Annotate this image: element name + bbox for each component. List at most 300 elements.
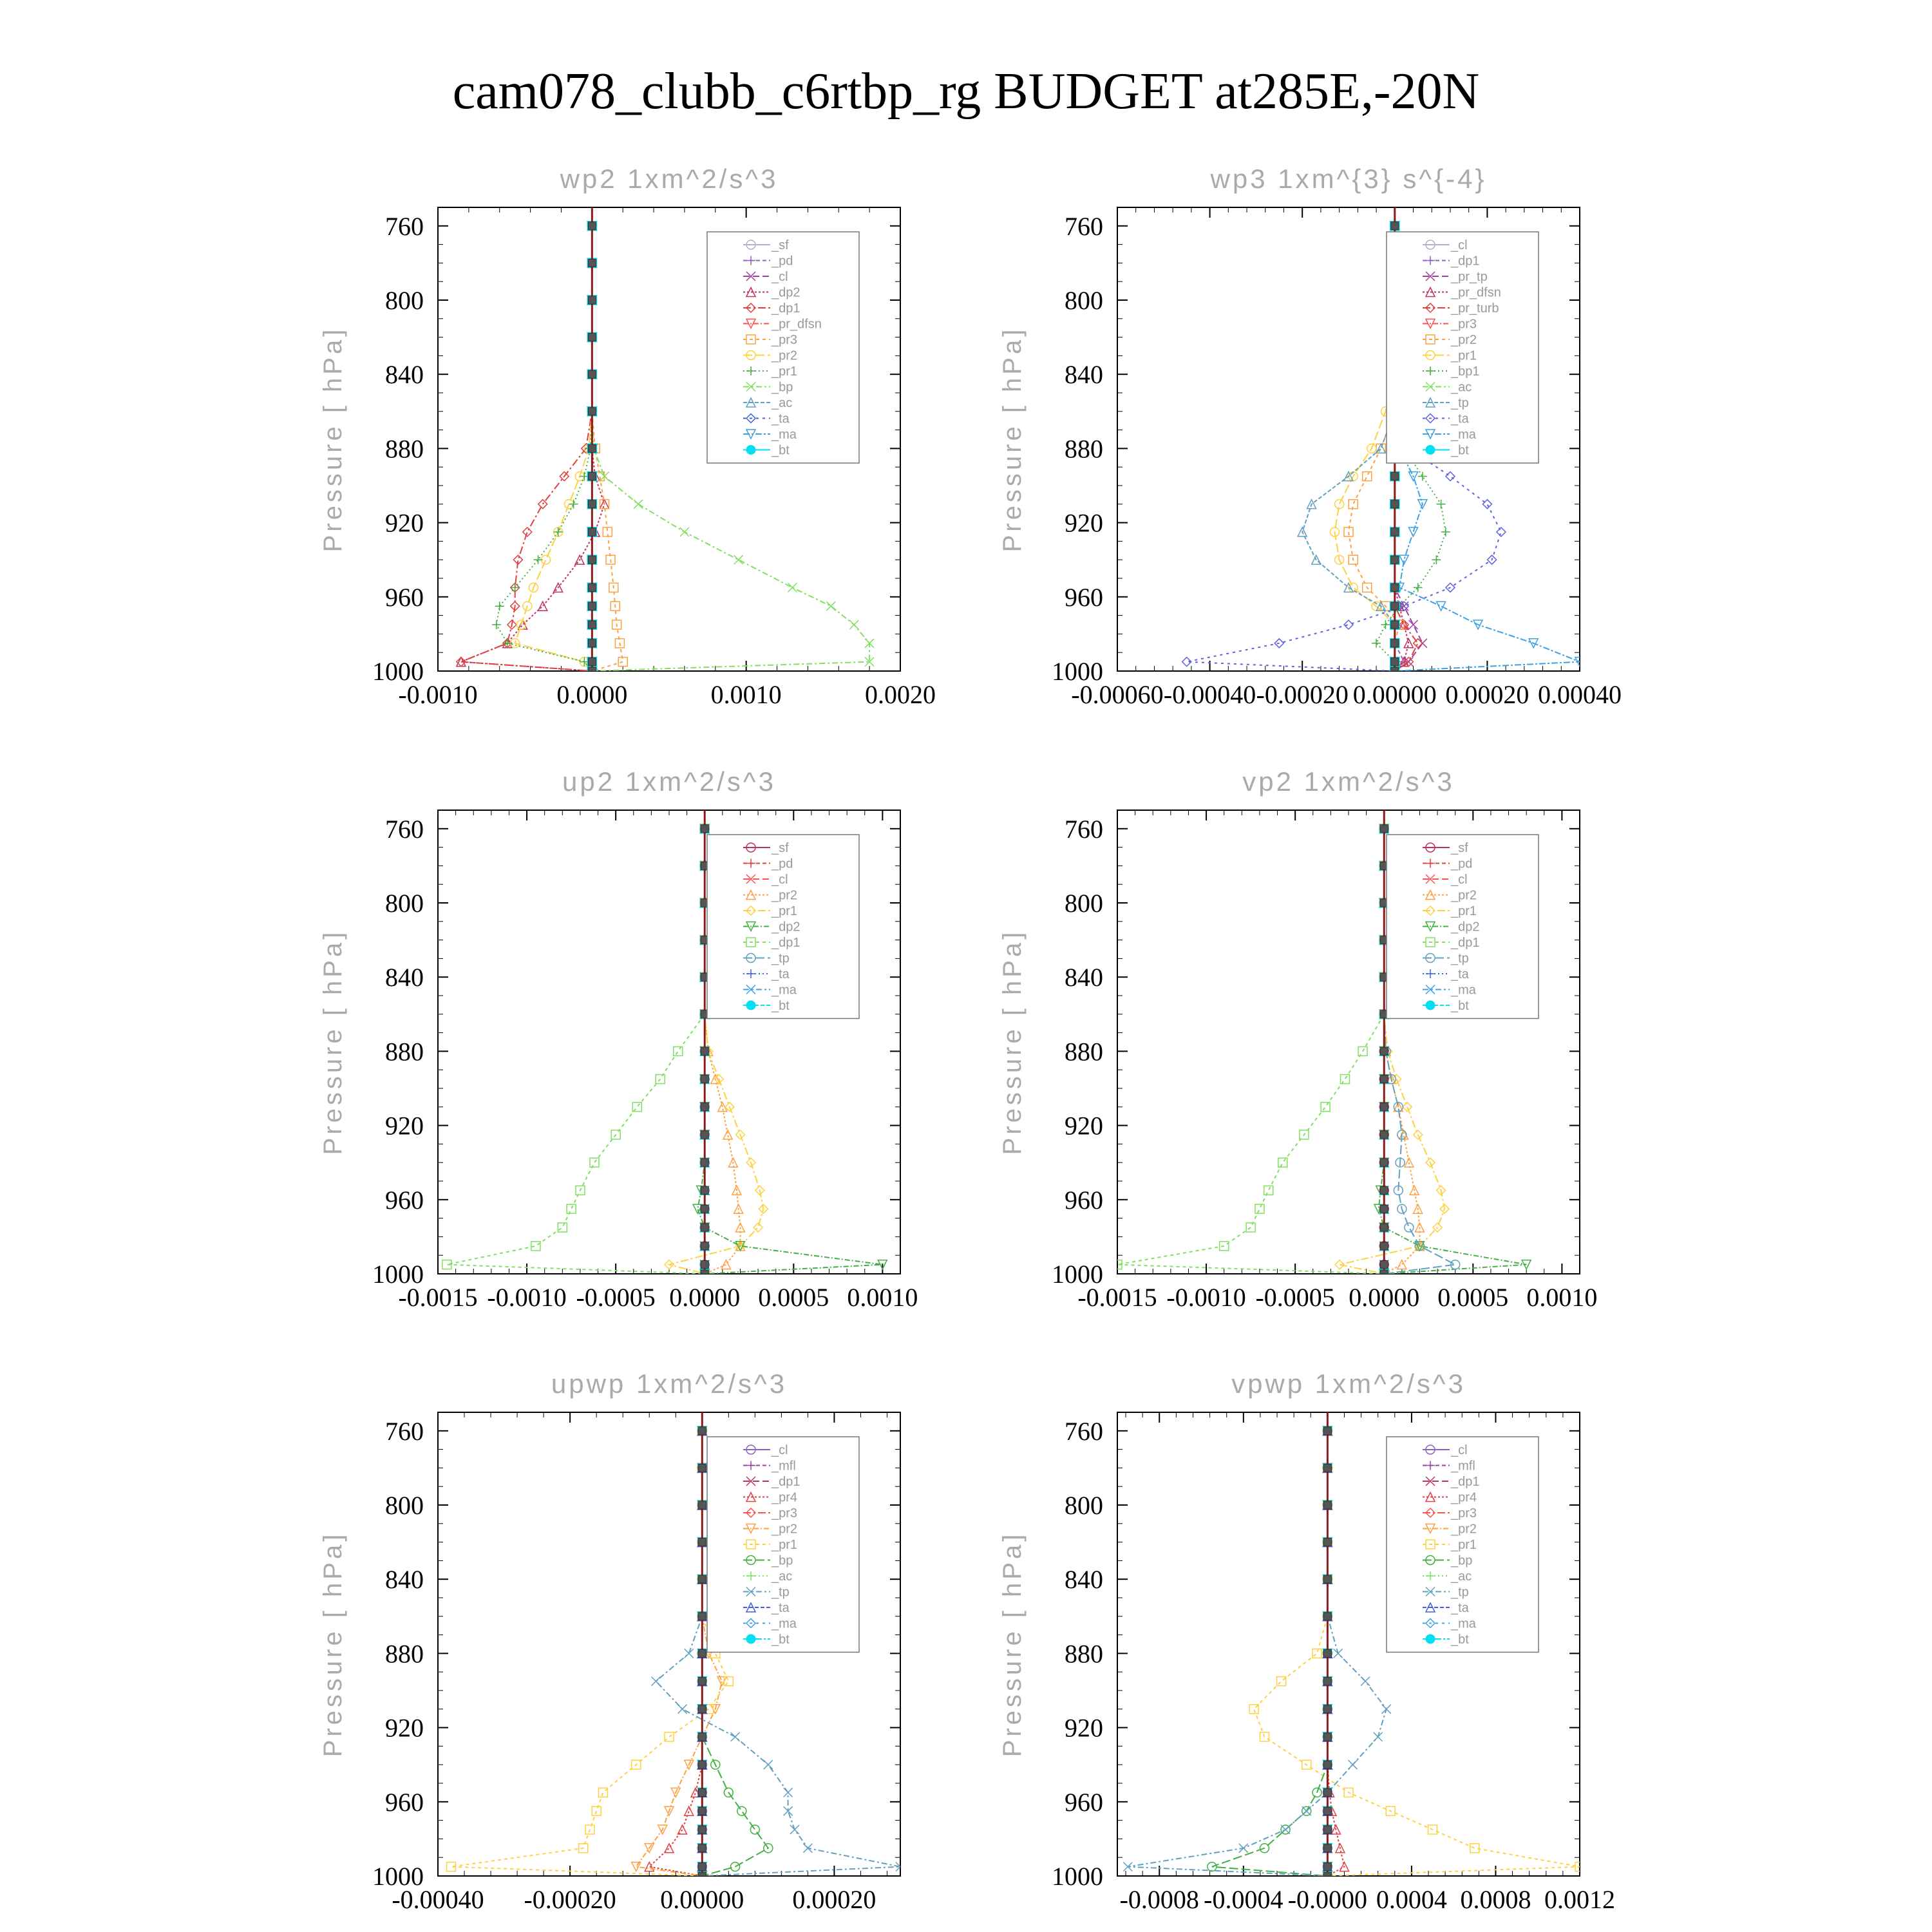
panel-title: wp2 1xm^2/s^3 <box>560 164 779 194</box>
legend-entry: _pr_dfsn <box>772 317 822 332</box>
series-marker-bp <box>737 1806 746 1815</box>
chart-panel-4 <box>998 766 1597 1312</box>
x-tick-label: -0.0010 <box>487 1283 567 1312</box>
zero-marker <box>1391 500 1399 508</box>
legend-entry: _dp1 <box>1451 936 1480 950</box>
zero-marker <box>698 1613 706 1620</box>
zero-marker <box>1323 1575 1331 1583</box>
legend-entry: _dp2 <box>772 285 800 300</box>
zero-marker <box>1323 1501 1331 1509</box>
legend-entry: _tp <box>772 1585 790 1600</box>
zero-marker <box>1323 1678 1331 1685</box>
series-marker-pr2 <box>717 1677 726 1686</box>
panels <box>319 164 1622 1914</box>
legend-entry: _pr2 <box>1451 333 1477 347</box>
legend-entry: _pr2 <box>772 888 798 903</box>
legend <box>1387 232 1539 463</box>
series-marker-bp <box>680 527 689 536</box>
zero-marker <box>1391 473 1399 480</box>
zero-marker <box>1323 1788 1331 1796</box>
zero-marker <box>1323 1826 1331 1833</box>
series-marker-tp <box>1382 1705 1391 1714</box>
zero-marker <box>698 1826 706 1833</box>
zero-marker <box>698 1464 706 1472</box>
series-marker-pr4 <box>678 1825 687 1834</box>
zero-marker <box>1380 1103 1388 1111</box>
y-tick-label: 840 <box>1065 963 1103 992</box>
zero-marker <box>1323 1863 1331 1871</box>
x-tick-label: -0.00020 <box>1256 680 1349 709</box>
legend-entry: _bp <box>772 380 793 395</box>
figure-title: cam078_clubb_c6rtbp_rg BUDGET at285E,-20N <box>452 63 1480 120</box>
series-marker-pr1 <box>534 555 543 564</box>
y-axis-label: Pressure [ hPa] <box>998 1531 1027 1757</box>
series-marker-dp1 <box>567 1204 576 1213</box>
legend-entry: _pr1 <box>772 904 798 918</box>
y-tick-label: 1000 <box>372 1260 424 1289</box>
zero-marker <box>588 639 596 647</box>
series-line-tp <box>1128 1431 1386 1876</box>
zero-marker <box>698 1705 706 1713</box>
series-marker-bp <box>750 1825 759 1834</box>
legend-entry: _dp2 <box>772 920 800 934</box>
zero-marker <box>588 621 596 629</box>
x-tick-label: 0.0000 <box>556 680 628 709</box>
x-tick-label: 0.00000 <box>660 1885 744 1914</box>
zero-marker <box>1380 1047 1388 1055</box>
y-tick-label: 960 <box>385 1787 424 1817</box>
series-line-pr1 <box>451 1431 729 1876</box>
zero-marker <box>588 473 596 480</box>
zero-marker <box>1391 528 1399 536</box>
y-tick-label: 1000 <box>372 657 424 686</box>
legend-entry: _ta <box>1451 412 1469 426</box>
x-tick-label: 0.0010 <box>1526 1283 1598 1312</box>
legend-entry: _cl <box>772 270 788 284</box>
zero-marker <box>1391 639 1399 647</box>
legend-marker <box>746 446 755 455</box>
series-marker-dp1 <box>674 1046 683 1056</box>
zero-marker <box>698 1788 706 1796</box>
series-marker-ma <box>1437 601 1446 611</box>
series-marker-pr1 <box>503 639 512 648</box>
y-tick-label: 880 <box>385 1037 424 1066</box>
zero-marker <box>701 1224 708 1231</box>
y-tick-label: 760 <box>1065 814 1103 844</box>
legend-entry: _bp1 <box>1451 365 1480 379</box>
zero-marker <box>1380 1186 1388 1194</box>
legend-entry: _dp1 <box>772 1475 800 1489</box>
zero-marker <box>701 1131 708 1139</box>
zero-marker <box>701 1075 708 1083</box>
x-tick-label: 0.0008 <box>1460 1885 1531 1914</box>
legend-entry: _ta <box>1451 967 1469 981</box>
zero-marker <box>701 825 708 833</box>
series-marker-pr1 <box>753 1223 762 1232</box>
zero-marker <box>1323 1733 1331 1741</box>
x-tick-label: -0.0008 <box>1119 1885 1199 1914</box>
series-marker-bp <box>634 500 643 509</box>
y-tick-label: 800 <box>1065 889 1103 918</box>
y-tick-label: 800 <box>1065 1491 1103 1520</box>
zero-marker <box>1323 1807 1331 1815</box>
zero-marker <box>701 1103 708 1111</box>
x-tick-label: -0.00060 <box>1071 680 1164 709</box>
series-marker-tp <box>685 1649 694 1658</box>
zero-marker <box>1323 1705 1331 1713</box>
x-tick-label: -0.0015 <box>1077 1283 1157 1312</box>
series-marker-dp1 <box>590 1158 599 1167</box>
legend-entry: _dp1 <box>1451 1475 1480 1489</box>
legend-entry: _pd <box>772 254 793 269</box>
zero-marker <box>1380 1261 1388 1269</box>
series-marker-pr1 <box>569 500 578 509</box>
series-marker-bp <box>788 583 797 592</box>
legend-entry: _dp1 <box>772 936 800 950</box>
x-tick-label: -0.0004 <box>1204 1885 1283 1914</box>
series-marker-bp1 <box>1414 583 1423 592</box>
y-tick-label: 760 <box>385 814 424 844</box>
y-tick-label: 760 <box>1065 211 1103 241</box>
series-marker-tp <box>678 1705 687 1714</box>
series-marker-pr2 <box>542 555 551 564</box>
series-marker-dp1 <box>523 527 532 536</box>
legend-entry: _pr2 <box>772 348 798 363</box>
legend-entry: _ma <box>772 428 797 442</box>
legend-entry: _cl <box>772 873 788 887</box>
y-tick-label: 880 <box>1065 1037 1103 1066</box>
series-marker-tp <box>790 1825 799 1834</box>
zero-marker <box>1380 1131 1388 1139</box>
legend-entry: _bt <box>1451 999 1469 1013</box>
legend-entry: _sf <box>772 238 789 252</box>
legend-entry: _pr3 <box>1451 317 1477 332</box>
zero-marker <box>1380 1270 1388 1278</box>
panel-title: vp2 1xm^2/s^3 <box>1242 766 1455 797</box>
series-marker-dp1 <box>1246 1223 1255 1232</box>
zero-marker <box>1391 667 1399 675</box>
y-tick-label: 880 <box>385 1639 424 1669</box>
series-marker-tp <box>764 1760 773 1769</box>
series-marker-dp1 <box>531 1242 540 1251</box>
legend-entry: _dp1 <box>1451 254 1480 269</box>
legend-marker <box>1426 1001 1435 1010</box>
zero-marker <box>701 1159 708 1166</box>
zero-marker <box>1323 1539 1331 1546</box>
y-tick-label: 800 <box>385 1491 424 1520</box>
zero-marker <box>588 528 596 536</box>
series-marker-tp <box>1334 1649 1343 1658</box>
zero-marker <box>698 1872 706 1880</box>
series-marker-bp1 <box>1437 500 1446 509</box>
legend-entry: _mfl <box>772 1459 796 1473</box>
zero-marker <box>701 1270 708 1278</box>
y-tick-label: 920 <box>1065 508 1103 538</box>
y-tick-label: 920 <box>385 1111 424 1141</box>
y-tick-label: 880 <box>1065 434 1103 464</box>
legend <box>707 1437 859 1653</box>
chart-panel-6 <box>998 1368 1615 1914</box>
y-tick-label: 760 <box>385 211 424 241</box>
zero-marker <box>698 1733 706 1741</box>
series-marker-dp1 <box>1255 1204 1264 1213</box>
x-tick-label: -0.0010 <box>1166 1283 1246 1312</box>
legend-entry: _ac <box>772 396 793 410</box>
legend-entry: _dp2 <box>1451 920 1480 934</box>
legend <box>1387 835 1539 1019</box>
y-tick-label: 960 <box>385 582 424 612</box>
x-tick-label: -0.0010 <box>398 680 478 709</box>
y-tick-label: 1000 <box>1052 1862 1103 1891</box>
legend-entry: _ma <box>772 983 797 998</box>
legend-entry: _cl <box>1451 1443 1468 1457</box>
zero-marker <box>588 296 596 304</box>
legend-entry: _ac <box>772 1569 793 1584</box>
zero-marker <box>588 602 596 610</box>
legend-entry: _pr3 <box>1451 1506 1477 1520</box>
y-tick-label: 920 <box>1065 1111 1103 1141</box>
series-marker-pr1 <box>492 620 501 629</box>
chart-panel-1 <box>319 164 936 709</box>
legend-entry: _pr4 <box>772 1490 798 1505</box>
chart-panel-5 <box>319 1368 905 1914</box>
series-marker-tp <box>784 1806 793 1815</box>
x-tick-label: -0.0005 <box>576 1283 656 1312</box>
series-marker-dp1 <box>1340 1075 1349 1084</box>
y-tick-label: 880 <box>1065 1639 1103 1669</box>
series-marker-dp1 <box>1321 1103 1330 1112</box>
legend-entry: _bt <box>772 999 790 1013</box>
legend-entry: _pd <box>772 857 793 871</box>
zero-marker <box>588 370 596 378</box>
zero-marker <box>588 658 596 666</box>
zero-marker <box>1380 1224 1388 1231</box>
zero-marker <box>701 1205 708 1213</box>
x-tick-label: 0.0000 <box>1349 1283 1420 1312</box>
series-marker-bp1 <box>1441 527 1450 536</box>
y-tick-label: 960 <box>385 1185 424 1215</box>
x-tick-label: 0.0000 <box>669 1283 741 1312</box>
zero-marker <box>1323 1613 1331 1620</box>
series-marker-tp <box>1374 1732 1383 1741</box>
panel-title: vpwp 1xm^2/s^3 <box>1231 1368 1466 1399</box>
series-line-dp1 <box>1117 829 1384 1274</box>
legend-entry: _pr2 <box>1451 888 1477 903</box>
legend-entry: _bp <box>772 1553 793 1568</box>
legend-marker <box>1426 1634 1435 1643</box>
legend-entry: _bt <box>1451 443 1469 458</box>
series-marker-ma <box>1409 527 1418 536</box>
legend-entry: _tp <box>1451 951 1469 966</box>
x-tick-label: 0.0020 <box>865 680 936 709</box>
legend-entry: _pr2 <box>1451 1522 1477 1537</box>
series-marker-bp <box>734 555 743 564</box>
series-marker-tp <box>1405 1223 1414 1232</box>
series-marker-bp <box>849 620 858 629</box>
y-tick-label: 920 <box>1065 1713 1103 1743</box>
y-tick-label: 920 <box>385 508 424 538</box>
zero-marker <box>588 583 596 591</box>
series-marker-ta <box>1497 527 1506 536</box>
zero-marker <box>1323 1464 1331 1472</box>
zero-marker <box>701 1047 708 1055</box>
y-tick-label: 840 <box>385 963 424 992</box>
legend <box>1387 1437 1539 1653</box>
series-marker-tp <box>1349 1760 1358 1769</box>
legend-entry: _ma <box>1451 428 1476 442</box>
zero-marker <box>1391 658 1399 666</box>
legend-entry: _cl <box>772 1443 788 1457</box>
legend-entry: _bt <box>1451 1633 1469 1647</box>
zero-marker <box>1380 1159 1388 1166</box>
legend-entry: _pr_tp <box>1451 270 1488 284</box>
y-axis-label: Pressure [ hPa] <box>319 1531 347 1757</box>
zero-marker <box>1380 1242 1388 1250</box>
series-marker-ta <box>1446 472 1455 481</box>
legend-entry: _pr3 <box>772 1506 798 1520</box>
chart-panel-2 <box>998 164 1622 709</box>
legend-entry: _tp <box>772 951 790 966</box>
legend-entry: _pr1 <box>772 1538 798 1552</box>
legend-entry: _mfl <box>1451 1459 1475 1473</box>
y-tick-label: 960 <box>1065 582 1103 612</box>
legend-entry: _ac <box>1451 380 1472 395</box>
y-tick-label: 960 <box>1065 1787 1103 1817</box>
y-tick-label: 880 <box>385 434 424 464</box>
legend-marker <box>1426 446 1435 455</box>
legend-entry: _tp <box>1451 1585 1469 1600</box>
y-tick-label: 920 <box>385 1713 424 1743</box>
series-line-dp2 <box>461 226 605 671</box>
legend-entry: _cl <box>1451 238 1468 252</box>
legend-entry: _dp1 <box>772 301 800 316</box>
y-axis-label: Pressure [ hPa] <box>319 929 347 1155</box>
x-tick-label: 0.0005 <box>758 1283 829 1312</box>
zero-marker <box>698 1501 706 1509</box>
series-marker-tp <box>1361 1677 1370 1686</box>
zero-marker <box>588 667 596 675</box>
y-tick-label: 760 <box>1065 1416 1103 1446</box>
series-marker-pr1 <box>1349 583 1358 592</box>
legend-entry: _pr4 <box>1451 1490 1477 1505</box>
series-marker-bp1 <box>1418 472 1427 481</box>
x-tick-label: 0.00000 <box>1352 680 1437 709</box>
zero-marker <box>588 334 596 341</box>
series-marker-pr4 <box>685 1806 694 1815</box>
zero-marker <box>588 500 596 508</box>
legend-entry: _pr1 <box>1451 348 1477 363</box>
series-marker-tp <box>1123 1862 1132 1871</box>
legend-entry: _ma <box>1451 1616 1476 1631</box>
series-marker-pr2 <box>1363 472 1372 481</box>
panel-title: wp3 1xm^{3} s^{-4} <box>1210 164 1487 194</box>
zero-marker <box>1323 1872 1331 1880</box>
series-marker-pr1 <box>592 1806 601 1815</box>
series-marker-pr4 <box>645 1862 654 1871</box>
legend-entry: _bt <box>772 1633 790 1647</box>
legend-entry: _bp <box>1451 1553 1473 1568</box>
series-marker-tp <box>1281 1825 1290 1834</box>
x-tick-label: 0.0012 <box>1544 1885 1615 1914</box>
legend-entry: _sf <box>1451 841 1468 855</box>
series-marker-tp <box>651 1677 660 1686</box>
zero-marker <box>698 1844 706 1852</box>
legend-entry: _ta <box>772 412 790 426</box>
legend-entry: _ta <box>1451 1601 1469 1615</box>
y-tick-label: 840 <box>1065 1565 1103 1595</box>
series-marker-ta <box>1344 620 1353 629</box>
legend-entry: _ta <box>772 967 790 981</box>
zero-marker <box>1380 825 1388 833</box>
zero-marker <box>698 1427 706 1435</box>
y-tick-label: 800 <box>385 286 424 315</box>
legend-entry: _ta <box>772 1601 790 1615</box>
zero-marker <box>588 222 596 230</box>
x-tick-label: 0.00020 <box>1445 680 1530 709</box>
y-tick-label: 800 <box>385 889 424 918</box>
series-marker-dp1 <box>558 1223 567 1232</box>
zero-marker <box>1391 222 1399 230</box>
legend-entry: _pr2 <box>772 1522 798 1537</box>
zero-marker <box>698 1649 706 1657</box>
y-axis-label: Pressure [ hPa] <box>998 929 1027 1155</box>
zero-marker <box>698 1575 706 1583</box>
zero-marker <box>701 1186 708 1194</box>
zero-marker <box>698 1678 706 1685</box>
zero-marker <box>1380 1205 1388 1213</box>
zero-marker <box>588 408 596 415</box>
zero-marker <box>698 1863 706 1871</box>
x-tick-label: 0.0010 <box>710 680 782 709</box>
series-marker-tp <box>1302 1806 1311 1815</box>
zero-marker <box>698 1539 706 1546</box>
chart-panel-3 <box>319 766 918 1312</box>
x-tick-label: 0.00040 <box>1538 680 1622 709</box>
series-marker-tp <box>731 1732 740 1741</box>
legend-marker <box>746 1001 755 1010</box>
legend-entry: _pr3 <box>772 333 798 347</box>
legend-entry: _pr1 <box>1451 1538 1477 1552</box>
zero-marker <box>1391 556 1399 564</box>
legend <box>707 232 859 463</box>
y-tick-label: 1000 <box>1052 1260 1103 1289</box>
x-tick-label: -0.00040 <box>1163 680 1256 709</box>
legend-entry: _pr1 <box>772 365 798 379</box>
legend <box>707 835 859 1019</box>
y-axis-label: Pressure [ hPa] <box>319 326 347 553</box>
zero-marker <box>701 1242 708 1250</box>
zero-marker <box>1323 1649 1331 1657</box>
legend-entry: _pr1 <box>1451 904 1477 918</box>
x-tick-label: -0.00040 <box>392 1885 484 1914</box>
panel-title: up2 1xm^2/s^3 <box>562 766 776 797</box>
legend-entry: _sf <box>772 841 789 855</box>
series-line-dp1 <box>461 226 592 671</box>
legend-entry: _ma <box>772 1616 797 1631</box>
y-tick-label: 840 <box>385 360 424 390</box>
y-tick-label: 840 <box>385 1565 424 1595</box>
legend-entry: _ac <box>1451 1569 1472 1584</box>
series-line-pr2 <box>515 226 592 671</box>
y-axis-label: Pressure [ hPa] <box>998 326 1027 553</box>
series-line-pr4 <box>649 1431 702 1876</box>
x-tick-label: 0.0010 <box>847 1283 918 1312</box>
series-marker-bp1 <box>1432 555 1441 564</box>
zero-marker <box>588 444 596 452</box>
zero-marker <box>588 259 596 267</box>
zero-marker <box>1380 1075 1388 1083</box>
zero-marker <box>1391 583 1399 591</box>
